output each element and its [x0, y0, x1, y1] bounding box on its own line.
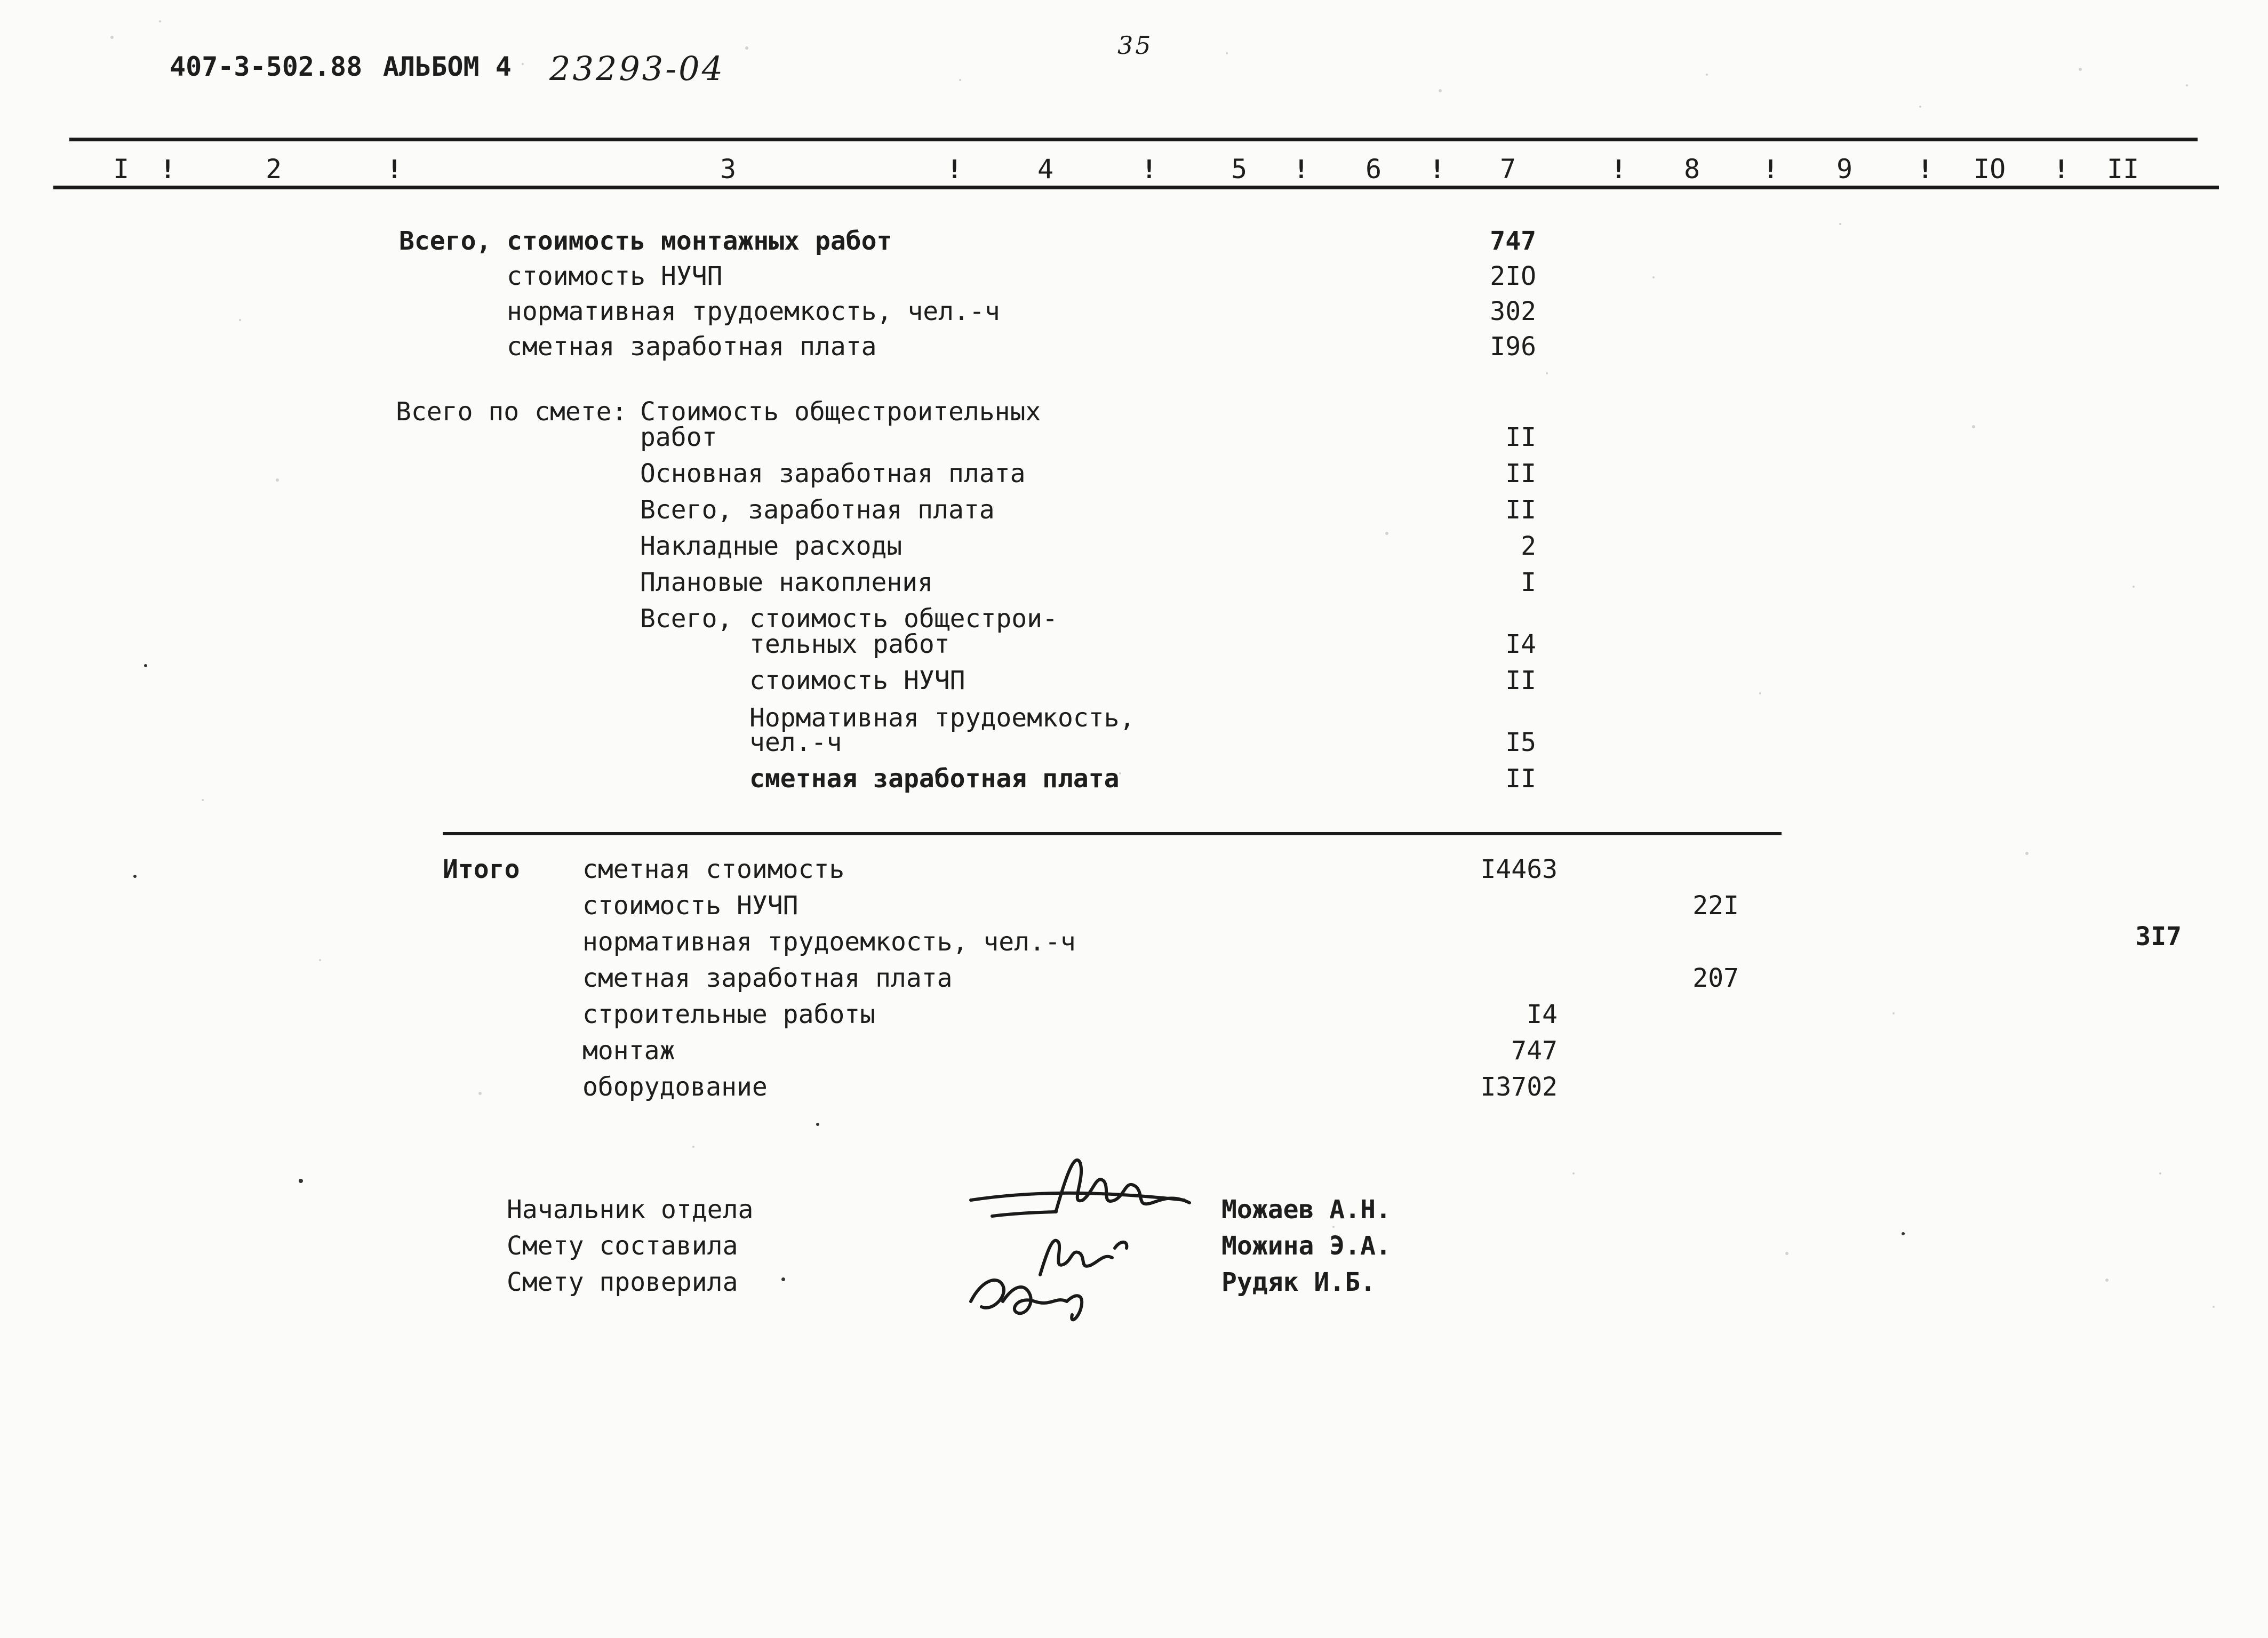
column-separator: !: [1918, 155, 1933, 185]
mount-row-label: сметная заработная плата: [507, 332, 877, 362]
column-header-5: 5: [1231, 154, 1248, 185]
estimate-row-label: Плановые накопления: [640, 568, 933, 597]
estimate-subrow-label: сметная заработная плата: [749, 764, 1120, 794]
estimate-subrow-col7: II: [1505, 764, 1536, 794]
document-code: 407-3-502.88: [170, 51, 363, 82]
mount-row-col7: 2IO: [1490, 261, 1536, 291]
column-separator: !: [1293, 155, 1309, 185]
estimate-row-col7: I: [1521, 568, 1536, 597]
total-row-col11: 3I7: [2135, 922, 2182, 952]
handwritten-signatures: [960, 1141, 1205, 1333]
total-row-label: сметная стоимость: [582, 854, 845, 884]
header-top-rule: [69, 138, 2198, 141]
column-separator: !: [2054, 155, 2069, 185]
column-header-3: 3: [720, 154, 737, 185]
ink-speck: [299, 1179, 303, 1183]
estimate-row-col7: II: [1505, 495, 1536, 525]
column-header-9: 9: [1836, 154, 1853, 185]
column-header-2: 2: [266, 154, 282, 185]
ink-speck: [133, 875, 137, 878]
estimate-subrow-label-continued: тельных работ: [749, 629, 950, 659]
total-row-label: сметная заработная плата: [582, 963, 953, 993]
total-row-col7: I4463: [1480, 854, 1558, 884]
mount-row-label: стоимость НУЧП: [507, 261, 723, 291]
ink-speck: [1902, 1232, 1905, 1235]
estimate-row-col7: II: [1505, 459, 1536, 489]
mount-row-col7: I96: [1490, 332, 1536, 362]
estimate-row-col7: II: [1505, 422, 1536, 452]
column-separator: !: [1763, 155, 1778, 185]
estimate-subrow-label-continued: чел.-ч: [749, 728, 842, 757]
estimate-subblock-lead: Всего,: [640, 604, 733, 634]
column-header-11: II: [2107, 154, 2139, 185]
signature-name: Рудяк И.Б.: [1221, 1267, 1376, 1297]
estimate-subrow-label: стоимость общестрои-: [749, 604, 1058, 634]
column-header-10: IO: [1974, 154, 2006, 185]
total-row-label: оборудование: [582, 1072, 768, 1102]
mount-row-col7: 302: [1490, 297, 1536, 326]
totals-separator-rule: [443, 832, 1782, 835]
total-row-col8: 22I: [1692, 891, 1739, 921]
total-row-col7: I4: [1527, 1000, 1558, 1029]
estimate-subrow-label: Нормативная трудоемкость,: [749, 703, 1135, 733]
signature-role: Начальник отдела: [507, 1195, 754, 1225]
handwritten-code: 23293-04: [549, 49, 725, 88]
mount-block-lead: Всего,: [399, 226, 492, 256]
column-separator: !: [1611, 155, 1626, 185]
column-separator: !: [160, 155, 175, 185]
column-separator: !: [947, 155, 962, 185]
total-row-col7: I3702: [1480, 1072, 1558, 1102]
estimate-row-label-continued: работ: [640, 422, 717, 452]
column-header-4: 4: [1037, 154, 1054, 185]
estimate-subrow-col7: I5: [1505, 728, 1536, 757]
mount-row-label: стоимость монтажных работ: [507, 226, 892, 256]
estimate-row-label: Основная заработная плата: [640, 459, 1026, 489]
column-header-1: I: [113, 154, 130, 185]
ink-speck: [144, 664, 147, 667]
mount-row-label: нормативная трудоемкость, чел.-ч: [507, 297, 1000, 326]
estimate-row-label: Накладные расходы: [640, 531, 903, 561]
total-block-lead: Итого: [443, 854, 520, 884]
estimate-block-lead: Всего по смете:: [396, 397, 627, 427]
total-row-col7: 747: [1511, 1036, 1558, 1066]
estimate-subrow-label: стоимость НУЧП: [749, 666, 965, 696]
column-header-7: 7: [1500, 154, 1516, 185]
column-header-8: 8: [1684, 154, 1700, 185]
header-bottom-rule: [53, 186, 2219, 189]
estimate-subrow-col7: I4: [1505, 629, 1536, 659]
column-separator: !: [1141, 155, 1157, 185]
total-row-label: стоимость НУЧП: [582, 891, 798, 921]
page-number: 35: [1117, 31, 1153, 60]
total-row-label: строительные работы: [582, 1000, 876, 1029]
signature-name: Можина Э.А.: [1221, 1231, 1391, 1261]
estimate-row-label: Всего, заработная плата: [640, 495, 995, 525]
ink-speck: [781, 1277, 785, 1281]
signature-role: Смету проверила: [507, 1267, 738, 1297]
column-header-6: 6: [1365, 154, 1382, 185]
estimate-row-label: Стоимость общестроительных: [640, 397, 1041, 427]
total-row-label: монтаж: [582, 1036, 675, 1066]
column-separator: !: [1430, 155, 1445, 185]
total-row-col8: 207: [1692, 963, 1739, 993]
mount-row-col7: 747: [1490, 226, 1536, 256]
album-label: АЛЬБОМ 4: [383, 51, 512, 82]
column-separator: !: [387, 155, 402, 185]
ink-speck: [816, 1123, 819, 1126]
total-row-label: нормативная трудоемкость, чел.-ч: [582, 927, 1076, 957]
signature-name: Можаев А.Н.: [1221, 1195, 1391, 1225]
estimate-row-col7: 2: [1521, 531, 1536, 561]
estimate-subrow-col7: II: [1505, 666, 1536, 696]
signature-role: Смету составила: [507, 1231, 738, 1261]
